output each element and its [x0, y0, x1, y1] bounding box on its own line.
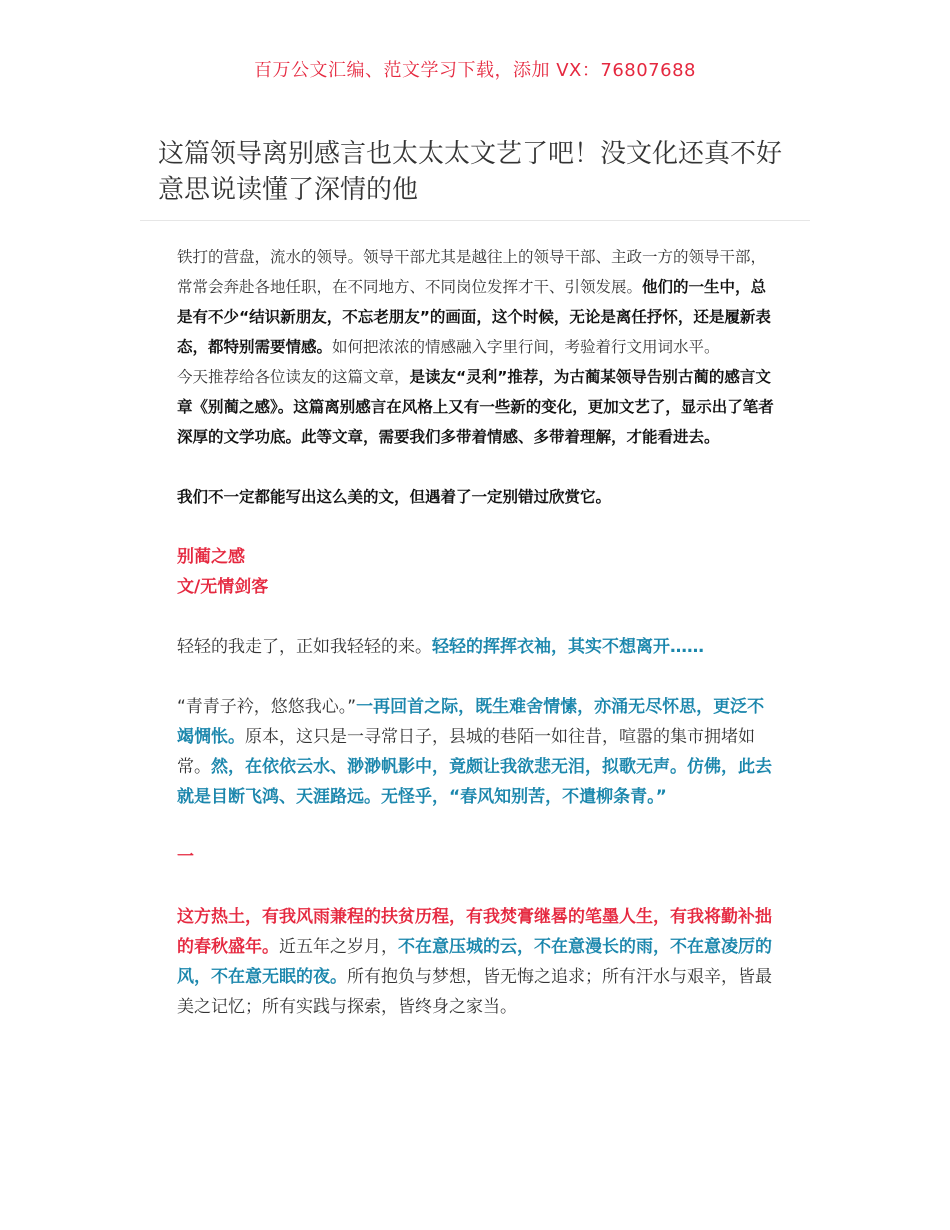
intro-text: 如何把浓浓的情感融入字里行间，考验着行文用词水平。 — [332, 338, 720, 356]
plain-text: 所有抱负与梦想，皆无悔之追求；所有汗水与艰辛，皆最美之记忆；所有实践与探索，皆终身之家当。 — [177, 967, 772, 1017]
spacer — [177, 812, 775, 842]
article-paragraph-2 — [177, 692, 775, 812]
intro-paragraph-3: 我们不一定都能写出这么美的文，但遇着了一定别错过欣赏它。 — [177, 488, 612, 506]
article-body — [177, 242, 775, 1022]
intro-text: 今天推荐给各位读友的这篇文章， — [177, 368, 410, 386]
article-paragraph-1 — [177, 632, 775, 662]
highlight-text: 然，在依依云水、渺渺帆影中，竟颇让我欲悲无泪，拟歌无声。仿佛，此去就是目断飞鸿、天涯路远。无怪乎，“春风知别苦，不遣柳条青。” — [177, 757, 772, 807]
article-author: 文/无情剑客 — [177, 577, 269, 597]
highlight-text: 不在意压城的云，不在意漫长的雨，不在意凌厉的风，不在意无眠的夜。 — [177, 937, 772, 987]
spacer — [177, 512, 775, 542]
red-highlight-text: 这方热土，有我风雨兼程的扶贫历程，有我焚膏继晷的笔墨人生，有我将勤补拙的春秋盛年。 — [177, 907, 772, 957]
spacer — [177, 662, 775, 692]
highlight-text: 一再回首之际，既生难舍情愫，亦涌无尽怀思，更泛不竭惆怅。 — [177, 697, 765, 747]
intro-bold-text: 他们的一生中，总是有不少“结识新朋友，不忘老朋友”的画面，这个时候，无论是离任抒怀，还是履新表态，都特别需要情感。 — [177, 278, 771, 356]
section-marker: 一 — [177, 847, 194, 867]
highlight-text: 轻轻的挥挥衣袖，其实不想离开…… — [432, 637, 704, 657]
spacer — [177, 872, 775, 902]
intro-paragraph-1 — [177, 242, 775, 362]
page-title: 这篇领导离别感言也太太太文艺了吧！没文化还真不好意思说读懂了深情的他 — [158, 139, 783, 205]
article-heading: 别蔺之感 — [177, 547, 245, 567]
intro-paragraph-2 — [177, 362, 775, 452]
title-divider — [140, 220, 810, 221]
plain-text: 轻轻的我走了，正如我轻轻的来。 — [177, 637, 432, 657]
plain-text: “青青子衿，悠悠我心。” — [177, 697, 357, 717]
spacer — [177, 602, 775, 632]
watermark-banner: 百万公文汇编、范文学习下载，添加 VX：76807688 — [254, 60, 696, 81]
intro-text: 铁打的营盘，流水的领导。领导干部尤其是越往上的领导干部、主政一方的领导干部，常常会奔赴各地任职，在不同地方、不同岗位发挥才干、引领发展。 — [177, 248, 767, 296]
article-paragraph-3 — [177, 902, 775, 1022]
intro-bold-text: 是读友“灵利”推荐，为古蔺某领导告别古蔺的感言文章《别蔺之感》。这篇离别感言在风格上又有一些新的变化，更加文艺了，显示出了笔者深厚的文学功底。此等文章，需要我们多带着情感、多带着理解，才能看进去。 — [177, 368, 774, 446]
plain-text: 原本，这只是一寻常日子，县城的巷陌一如往昔，喧嚣的集市拥堵如常。 — [177, 727, 755, 777]
spacer — [177, 452, 775, 482]
plain-text: 近五年之岁月， — [279, 937, 398, 957]
